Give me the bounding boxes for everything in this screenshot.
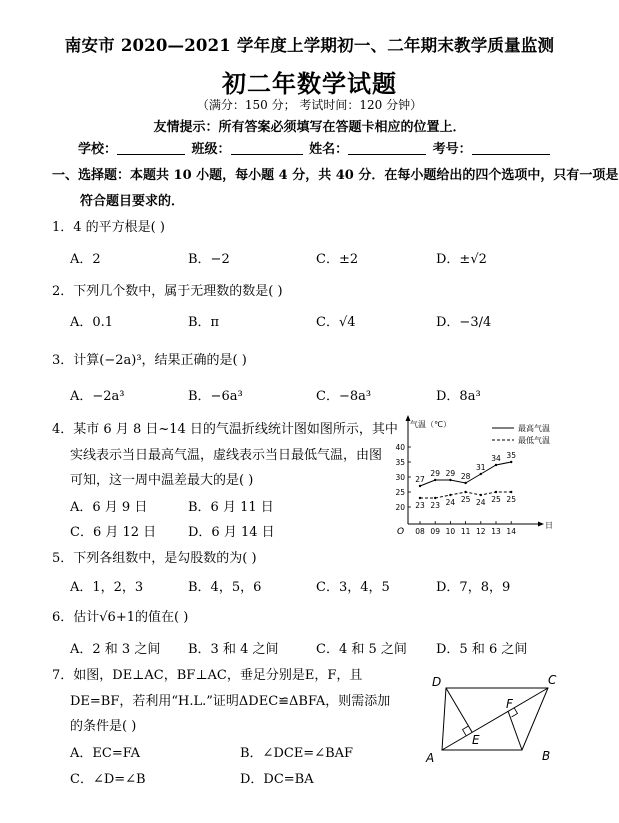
low-temp-label: 24 [445, 498, 456, 507]
q1-option-b[interactable]: B．−2 [188, 252, 230, 267]
low-temp-point [510, 491, 512, 493]
high-temp-label: 28 [460, 472, 471, 481]
low-temp-point [434, 497, 436, 499]
x-tick-label: 12 [476, 527, 486, 536]
high-temp-point [495, 464, 497, 466]
legend-high-label: 最高气温 [518, 424, 550, 433]
q5-option-d[interactable]: D．7，8，9 [436, 580, 511, 595]
high-temp-point [449, 479, 451, 481]
legend-low-label: 最低气温 [518, 436, 550, 445]
low-temp-label: 25 [491, 495, 501, 504]
low-temp-label: 24 [476, 498, 486, 507]
question-4-stem-line2: 实线表示当日最高气温，虚线表示当日最低气温，由图 [70, 448, 383, 463]
section-heading: 一、选择题：本题共 10 小题，每小题 4 分，共 40 分．在每小题给出的四个选项中，只有一项是 [52, 168, 619, 183]
high-temp-label: 34 [491, 454, 501, 463]
q2-option-d[interactable]: D．−3/4 [436, 315, 492, 330]
id-line[interactable] [472, 142, 550, 155]
exam-info: （满分：150 分； 考试时间：120 分钟） [196, 98, 423, 112]
question-7-stem-line1: 7．如图，DE⊥AC，BF⊥AC，垂足分别是E，F，且 [52, 668, 363, 683]
q3-option-a[interactable]: A．−2a³ [70, 389, 125, 404]
question-5-stem: 5．下列各组数中，是勾股数的为( ) [52, 551, 257, 566]
label-e: E [472, 733, 480, 747]
x-tick-label: 09 [430, 527, 440, 536]
label-b: B [542, 749, 551, 763]
q4-option-d[interactable]: D．6 月 14 日 [188, 525, 275, 540]
q3-option-c[interactable]: C．−8a³ [316, 389, 372, 404]
x-tick-label: 08 [415, 527, 425, 536]
label-a: A [426, 751, 435, 765]
q1-option-c[interactable]: C．±2 [316, 252, 359, 267]
q4-option-c[interactable]: C．6 月 12 日 [70, 525, 157, 540]
high-temp-label: 35 [506, 451, 516, 460]
geometry-figure [420, 668, 570, 768]
x-tick-label: 13 [491, 527, 501, 536]
question-4-stem-line3: 可知，这一周中温差最大的是( ) [70, 473, 254, 488]
q4-option-a[interactable]: A．6 月 9 日 [70, 500, 148, 515]
q6-option-d[interactable]: D．5 和 6 之间 [436, 642, 528, 657]
q5-option-c[interactable]: C．3，4，5 [316, 580, 390, 595]
q5-option-b[interactable]: B．4，5，6 [188, 580, 262, 595]
label-d: D [432, 675, 442, 689]
x-tick-label: 14 [506, 527, 516, 536]
field-school: 学校： [78, 138, 185, 157]
question-2-stem: 2．下列几个数中，属于无理数的数是( ) [52, 284, 283, 299]
q7-option-b[interactable]: B．∠DCE=∠BAF [240, 746, 354, 761]
y-tick-label: 25 [395, 488, 405, 497]
question-1-stem: 1．4 的平方根是( ) [52, 220, 165, 235]
field-class: 班级： [192, 138, 303, 157]
exam-header-title: 南安市 2020—2021 学年度上学期初一、二年期末教学质量监测 [64, 36, 555, 55]
origin-label: O [397, 527, 405, 537]
school-line[interactable] [117, 142, 185, 155]
low-temp-point [495, 491, 497, 493]
name-line[interactable] [348, 142, 426, 155]
low-temp-point [480, 494, 482, 496]
y-tick-label: 35 [395, 458, 405, 467]
high-temp-point [480, 473, 482, 475]
field-name: 姓名： [309, 138, 426, 157]
temperature-line-chart [388, 412, 558, 540]
low-temp-point [464, 491, 466, 493]
question-7-stem-line3: 的条件是( ) [70, 719, 137, 734]
q2-option-a[interactable]: A．0.1 [70, 315, 114, 330]
q7-option-c[interactable]: C．∠D=∠B [70, 772, 146, 787]
right-angle-mark-e [463, 726, 469, 736]
q4-option-b[interactable]: B．6 月 11 日 [188, 500, 274, 515]
label-c: C [548, 673, 557, 687]
exam-tip: 友情提示：所有答案必须填写在答题卡相应的位置上． [153, 120, 466, 135]
question-6-stem: 6．估计√6+1的值在( ) [52, 610, 189, 625]
x-tick-label: 11 [460, 527, 471, 536]
low-temp-point [419, 497, 421, 499]
y-tick-label: 20 [395, 503, 405, 512]
question-4-stem-line1: 4．某市 6 月 8 日~14 日的气温折线统计图如图所示，其中 [52, 422, 398, 437]
x-axis-arrow [538, 522, 544, 527]
label-f: F [506, 697, 513, 711]
q7-option-d[interactable]: D．DC=BA [240, 772, 314, 787]
field-id: 考号： [433, 138, 550, 157]
high-temp-point [464, 482, 466, 484]
q2-option-c[interactable]: C．√4 [316, 315, 356, 330]
q1-option-a[interactable]: A．2 [70, 252, 101, 267]
low-temp-label: 25 [506, 495, 516, 504]
q6-option-b[interactable]: B．3 和 4 之间 [188, 642, 279, 657]
q5-option-a[interactable]: A．1，2，3 [70, 580, 144, 595]
q3-option-d[interactable]: D．8a³ [436, 389, 481, 404]
question-3-stem: 3．计算(−2a)³，结果正确的是( ) [52, 353, 247, 368]
diagonal-ac [442, 688, 548, 750]
high-temp-point [419, 485, 421, 487]
high-temp-point [434, 479, 436, 481]
high-temp-label: 29 [445, 469, 456, 478]
q6-option-a[interactable]: A．2 和 3 之间 [70, 642, 161, 657]
high-temp-point [510, 461, 512, 463]
exam-subtitle: 初二年数学试题 [222, 69, 397, 98]
y-tick-label: 30 [395, 473, 405, 482]
high-temp-label: 27 [415, 475, 425, 484]
question-7-stem-line2: DE=BF，若利用“H.L.”证明ΔDEC≌ΔBFA，则需添加 [70, 694, 391, 709]
x-axis-label: 日 [545, 521, 553, 530]
q1-option-d[interactable]: D．±√2 [436, 252, 487, 267]
section-heading-cont: 符合题目要求的． [80, 194, 185, 209]
y-axis-label: 气温（℃） [410, 420, 451, 429]
low-temp-point [449, 494, 451, 496]
high-temp-label: 31 [476, 463, 486, 472]
q7-option-a[interactable]: A．EC=FA [70, 746, 140, 761]
class-line[interactable] [231, 142, 303, 155]
low-temp-label: 23 [430, 501, 440, 510]
low-temp-label: 23 [415, 501, 425, 510]
student-fields [78, 138, 552, 157]
q6-option-c[interactable]: C．4 和 5 之间 [316, 642, 407, 657]
q3-option-b[interactable]: B．−6a³ [188, 389, 243, 404]
q2-option-b[interactable]: B．π [188, 315, 220, 330]
low-temp-label: 25 [460, 495, 471, 504]
y-tick-label: 40 [395, 443, 405, 452]
segment-de [446, 688, 472, 732]
segment-bf [508, 711, 522, 750]
x-tick-label: 10 [445, 527, 456, 536]
high-temp-label: 29 [430, 469, 440, 478]
